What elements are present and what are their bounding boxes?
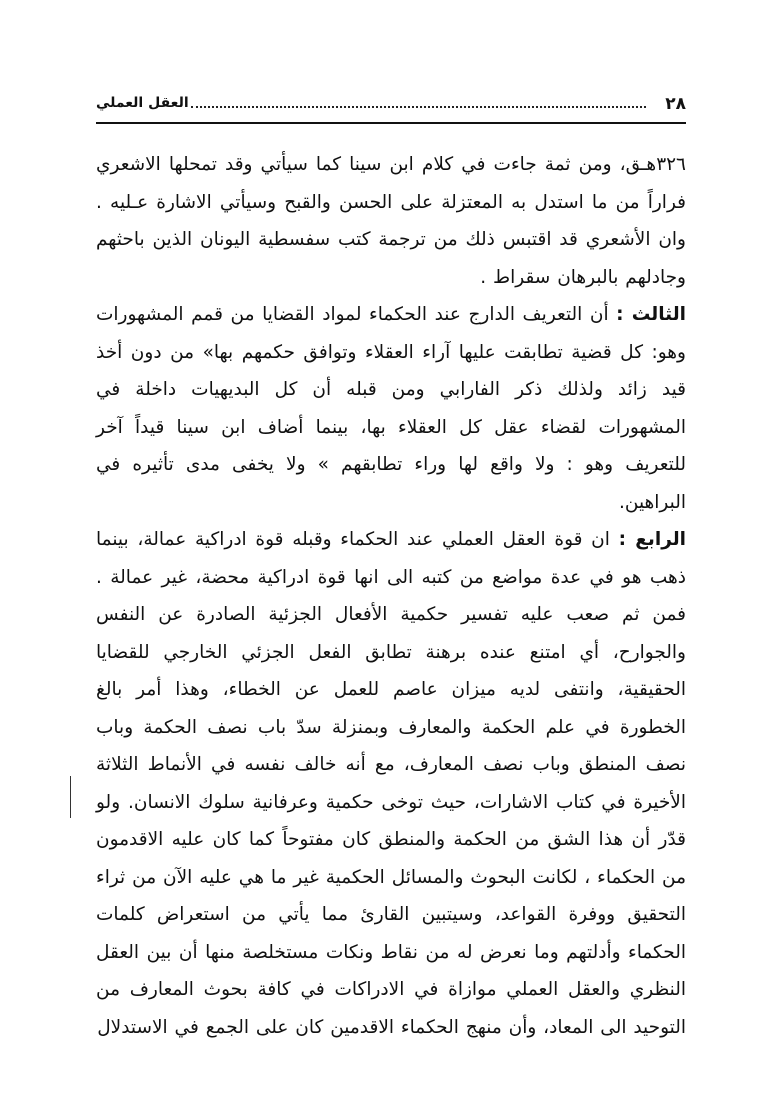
page-number: ٢٨ [665, 94, 686, 114]
header-leader-dots [191, 106, 646, 108]
margin-mark [70, 776, 71, 818]
paragraph-3 [96, 521, 686, 1046]
paragraph-3-lead: الرابع : [618, 529, 686, 550]
paragraph-1 [96, 146, 686, 296]
paragraph-3-text: ان قوة العقل العملي عند الحكماء وقبله قوة ادراكية عمالة، بينما ذهب هو في عدة مواضع من كتبه الى انها قوة ادراكية محضة، غير عمالة . فمن ثم صعب عليه تفسير حكمية الأفعال الجزئية الصادرة عن النفس والجوارح، أي امتنع عنده برهنة تطابق الفعل الجزئي الخارجي للقضايا الحقيقية، وانتفى لديه ميزان عاصم للعمل عن الخطاء، وهذا أمر بالغ الخطورة في علم الحكمة والمعارف وبمنزلة سدّ باب نصف الحكمة وباب نصف المنطق وباب نصف المعارف، مع أنه خالف نفسه في الأنماط الثلاثة الأخيرة في كتاب الاشارات، حيث توخى حكمية وعرفانية سلوك الانسان. ولو قدّر أن هذا الشق من الحكمة والمنطق كان مفتوحاً كما كان عليه الاقدمون من الحكماء ، لكانت البحوث والمسائل الحكمية غير ما هي عليه الآن من ثراء التحقيق ووفرة القواعد، وسيتبين القارئ مما يأتي من استعراض كلمات الحكماء وأدلتهم وما نعرض له من نقاط ونكات مستخلصة منها أن بين العقل النظري والعقل العملي موازاة في الادراكات في كافة بحوث المعارف من التوحيد الى المعاد، وأن منهج الحكماء الاقدمين كان على الجمع في الاستدلال [96, 529, 686, 1038]
paragraph-2-lead: الثالث : [616, 304, 687, 325]
book-page [96, 88, 686, 1088]
running-title: العقل العملي [96, 95, 189, 111]
page-body [96, 146, 686, 1046]
paragraph-2 [96, 296, 686, 521]
paragraph-2-text: أن التعريف الدارج عند الحكماء لمواد القضايا من قمم المشهورات وهو: كل قضية تطابقت عليها آراء العقلاء وتوافق حكمهم بها» من دون أخذ قيد زائد ولذلك ذكر الفارابي ومن قبله أن كل البديهيات داخلة في المشهورات لقضاء عقل كل العقلاء بها، بينما أضاف ابن سينا قيداً آخر للتعريف وهو : ولا واقع لها وراء تطابقهم » ولا يخفى مدى تأثيره في البراهين. [96, 304, 686, 513]
paragraph-1-text: ٣٢٦هـق، ومن ثمة جاءت في كلام ابن سينا كما سيأتي وقد تمحلها الاشعري فراراً من ما استدل به المعتزلة على الحسن والقبح وسيأتي الاشارة عـليه . وان الأشعري قد اقتبس ذلك من ترجمة كتب سفسطية اليونان الذين باحثهم وجادلهم بالبرهان سقراط . [96, 154, 686, 288]
running-header [96, 88, 686, 124]
